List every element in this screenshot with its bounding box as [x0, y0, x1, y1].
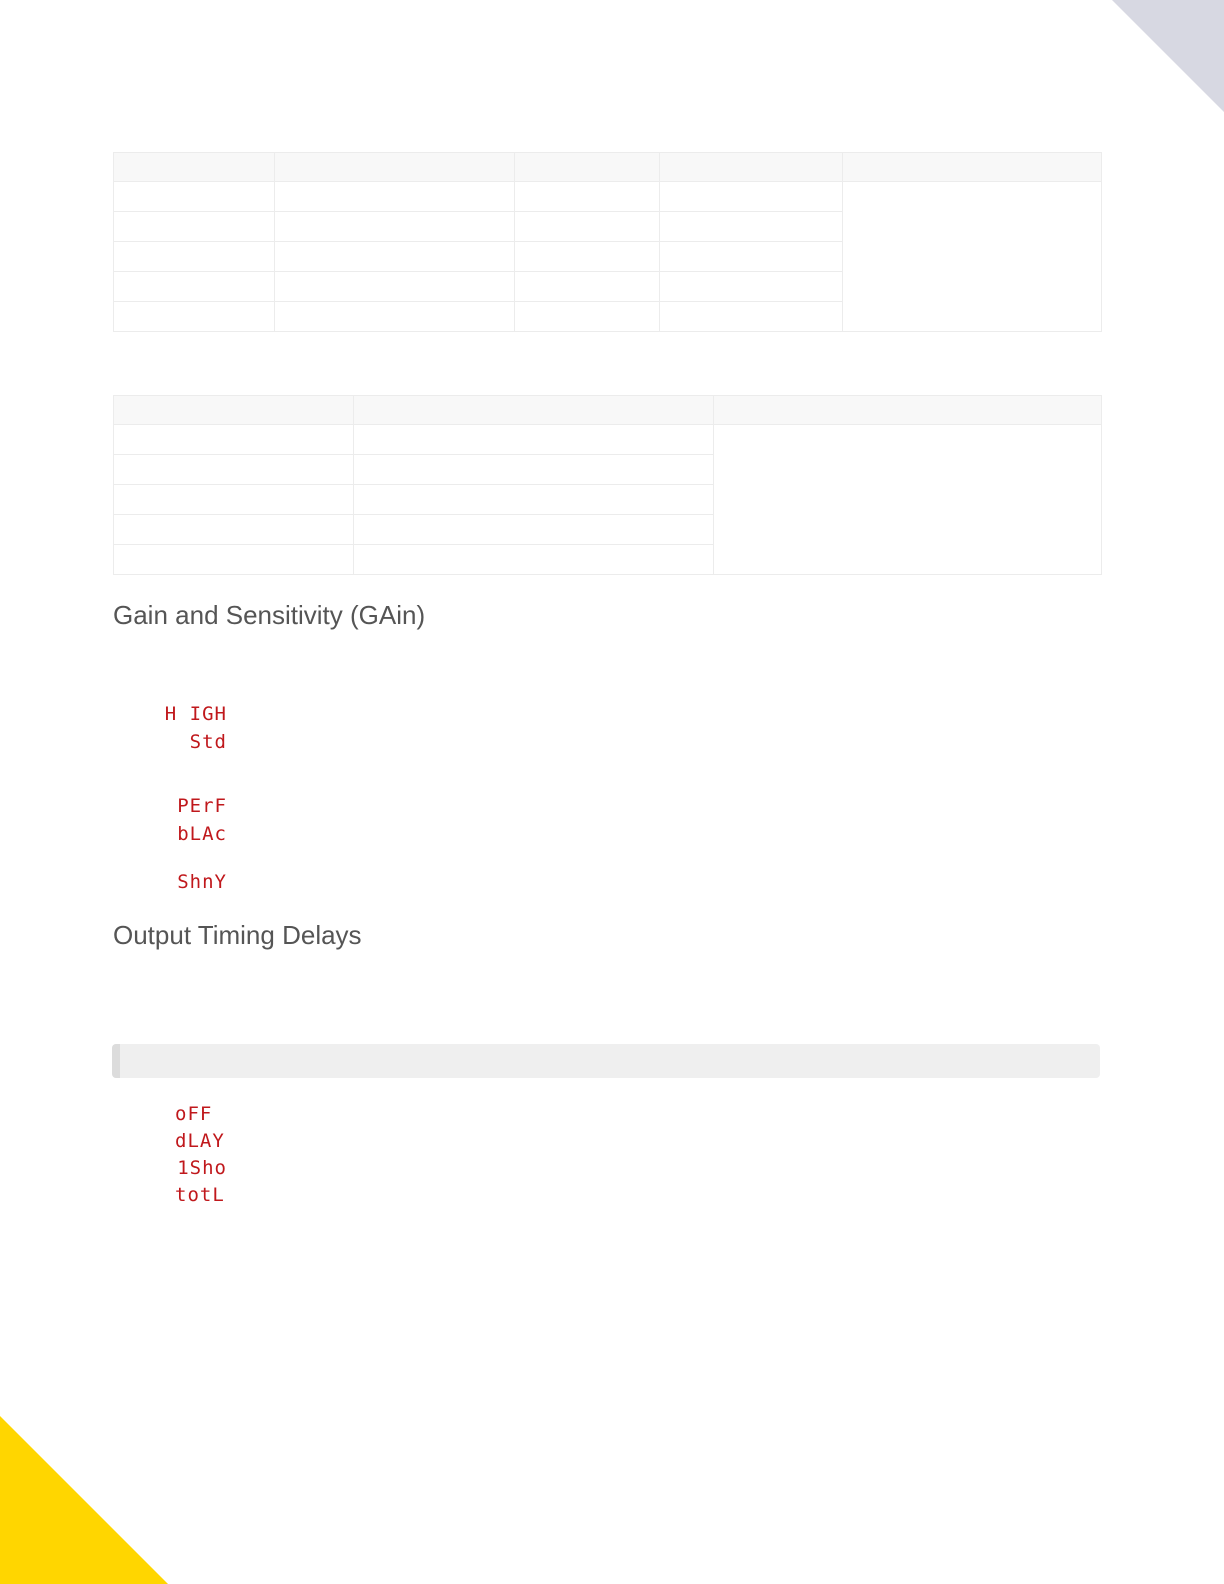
table-header-row — [114, 396, 1102, 425]
merged-cell — [714, 425, 1102, 575]
table-row — [114, 182, 1102, 212]
table-header-row — [114, 153, 1102, 182]
corner-decoration-bottom-left — [0, 1416, 168, 1584]
segment-code-perf: PErF — [177, 795, 227, 817]
segment-code-high: H IGH — [164, 703, 227, 725]
segment-code-totl: totL — [175, 1184, 225, 1206]
segment-code-off: oFF — [175, 1103, 213, 1125]
section-heading-gain: Gain and Sensitivity (GAin) — [113, 600, 426, 630]
table-row — [114, 425, 1102, 455]
settings-table-1 — [113, 152, 1102, 332]
corner-decoration-top-right — [1112, 0, 1224, 112]
settings-table-2 — [113, 395, 1102, 575]
segment-code-std: Std — [189, 731, 227, 753]
note-callout — [112, 1044, 1100, 1078]
segment-code-1sho: 1Sho — [177, 1157, 227, 1179]
segment-code-dlay: dLAY — [175, 1130, 225, 1152]
segment-code-shny: ShnY — [177, 871, 227, 893]
section-heading-output: Output Timing Delays — [113, 920, 362, 950]
merged-cell — [843, 182, 1102, 332]
segment-code-blac: bLAc — [177, 823, 227, 845]
